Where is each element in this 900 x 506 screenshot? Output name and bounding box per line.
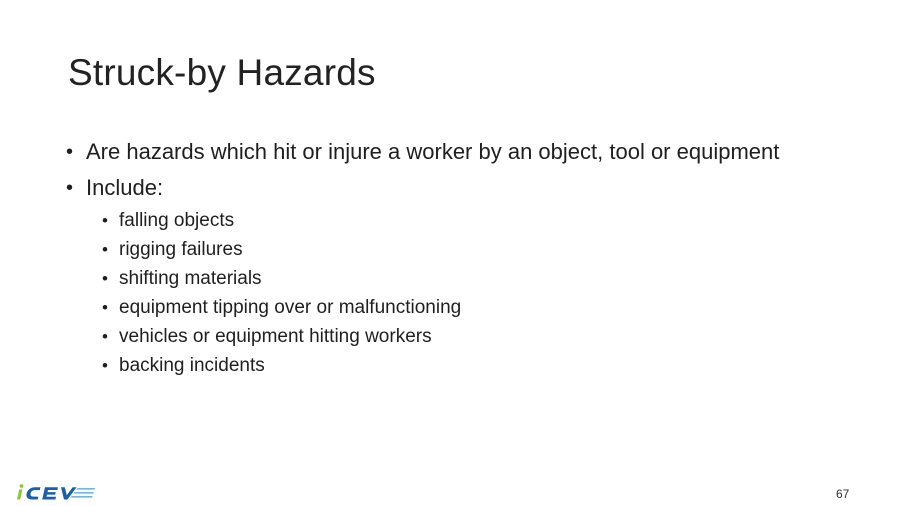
page-number: 67: [836, 487, 850, 501]
bullet-glyph: •: [102, 240, 108, 259]
icev-logo: [15, 482, 97, 502]
sub-bullet-item: [86, 264, 786, 293]
logo-i: [17, 484, 23, 499]
sub-bullet-text: backing incidents: [119, 355, 265, 376]
sub-bullet-text: vehicles or equipment hitting workers: [119, 326, 432, 347]
sub-bullet-item: [86, 293, 786, 322]
sub-bullet-item: [86, 206, 786, 235]
logo-cev: [26, 487, 76, 499]
bullet-glyph: •: [102, 211, 108, 230]
sub-bullet-text: equipment tipping over or malfunctioning: [119, 297, 462, 318]
bullet-glyph: •: [102, 269, 108, 288]
sub-bullet-text: shifting materials: [119, 268, 262, 289]
sub-bullet-item: [86, 235, 786, 264]
sub-bullet-text: falling objects: [119, 210, 235, 231]
bullet-glyph: •: [66, 177, 74, 199]
sub-bullet-text: rigging failures: [119, 239, 243, 260]
sub-bullet-list: [86, 206, 786, 380]
bullet-text: Are hazards which hit or injure a worker by an object, tool or equipment: [86, 139, 780, 164]
sub-bullet-item: [86, 351, 786, 380]
bullet-item: [66, 138, 786, 166]
bullet-list: [66, 138, 786, 388]
bullet-glyph: •: [102, 356, 108, 375]
bullet-item: [66, 174, 786, 380]
bullet-glyph: •: [102, 298, 108, 317]
slide-title: Struck-by Hazards: [68, 52, 376, 93]
bullet-text: Include:: [86, 175, 164, 200]
sub-bullet-item: [86, 322, 786, 351]
bullet-glyph: •: [102, 327, 108, 346]
bullet-glyph: •: [66, 141, 74, 163]
